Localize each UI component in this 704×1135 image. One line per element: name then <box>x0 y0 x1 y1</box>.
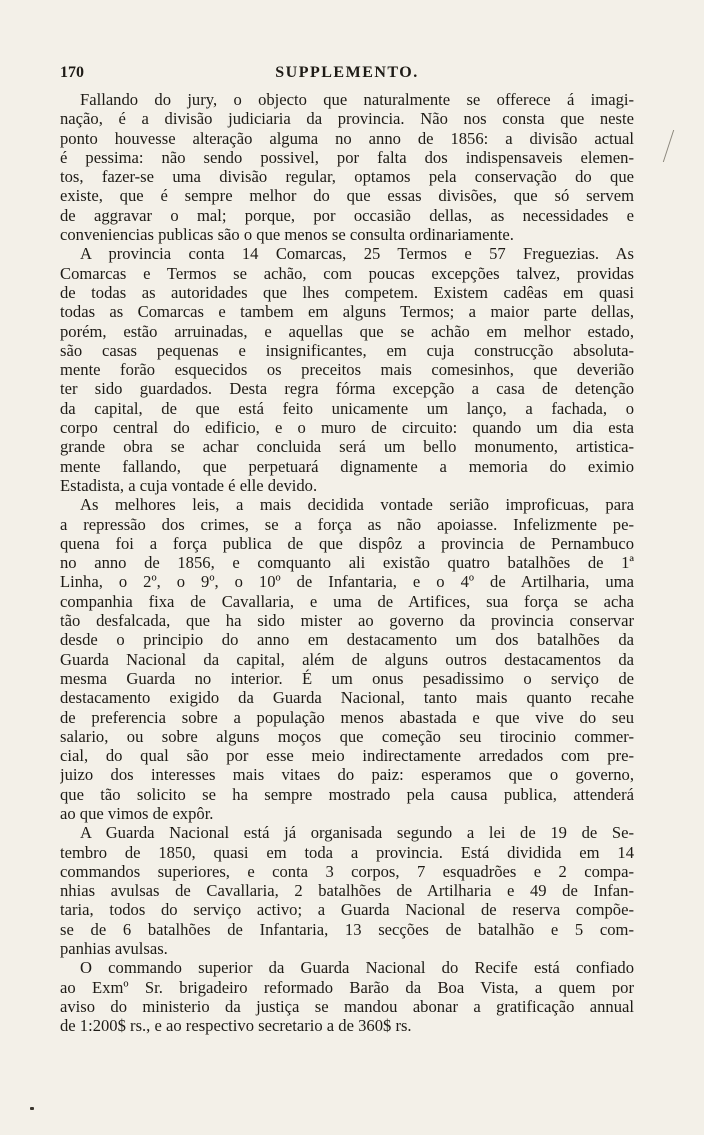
text-line: existe, que é sempre melhor do que essas divisões, que só servem <box>60 186 634 206</box>
text-line: é pessima: não sendo possivel, por falta dos indispensaveis elemen- <box>60 147 634 167</box>
text-line: porém, estão arruinadas, e aquellas que se achão em melhor estado, <box>60 321 634 341</box>
running-head: SUPPLEMENTO. <box>275 64 419 81</box>
text-line: da capital, de que está feito unicamente um lanço, a fachada, o <box>60 398 634 418</box>
text-line: grande obra se achar concluida será um bello monumento, artistica- <box>60 437 634 457</box>
margin-pencil-mark <box>663 130 684 162</box>
text-line: nhias avulsas de Cavallaria, 2 batalhões de Artilharia e 49 de Infan- <box>60 881 634 901</box>
text-line: no anno de 1856, e comquanto ali existão quatro batalhões de 1ª <box>60 553 634 573</box>
text-line: ter sido guardados. Desta regra fórma excepção a casa de detenção <box>60 379 634 399</box>
text-line: cial, do qual são por esse meio indirectamente arredados com pre- <box>60 746 634 766</box>
paragraph <box>60 244 634 495</box>
text-line: a repressão dos crimes, se a força as não apoiasse. Infelizmente pe- <box>60 514 634 534</box>
text-line: tos, fazer-se uma divisão regular, optamos pela conservação do que <box>60 167 634 187</box>
text-line: de todas as autoridades que lhes competem. Existem cadêas em quasi <box>60 282 634 302</box>
text-line: mente forão esquecidos os preceitos mais comesinhos, que deverião <box>60 360 634 380</box>
paragraph <box>60 90 634 244</box>
text-line: todas as Comarcas e tambem em alguns Termos; a maior parte dellas, <box>60 302 634 322</box>
text-line: juizo dos interesses mais vitaes do paiz: esperamos que o governo, <box>60 765 634 785</box>
text-line: tão desfalcada, que ha sido mister ao governo da provincia conservar <box>60 611 634 631</box>
paragraph <box>60 958 634 1035</box>
text-line: corpo central do edificio, e o muro de circuito: quando um dia esta <box>60 418 634 438</box>
text-line: Guarda Nacional da capital, além de alguns outros destacamentos da <box>60 649 634 669</box>
text-line: O commando superior da Guarda Nacional do Recife está confiado <box>80 958 634 978</box>
page-body <box>60 64 634 1036</box>
paragraph <box>60 823 634 958</box>
text-line: panhias avulsas. <box>60 939 168 959</box>
text-line: A provincia conta 14 Comarcas, 25 Termos e 57 Freguezias. As <box>80 244 634 264</box>
text-line: mesma Guarda no interior. É um onus pesadissimo o serviço de <box>60 668 634 688</box>
page-header <box>60 64 634 88</box>
text-line: que tão solicito se ha sempre mostrado pela causa publica, attenderá <box>60 784 634 804</box>
text-line: Estadista, a cuja vontade é elle devido. <box>60 475 318 495</box>
text-line: As melhores leis, a mais decidida vontade serião improficuas, para <box>80 495 634 515</box>
text-line: salario, ou sobre alguns moços que começão seu tirocinio commer- <box>60 726 634 746</box>
text-line: ao que vimos de expôr. <box>60 803 214 823</box>
text-line: ao Exmº Sr. brigadeiro reformado Barão da Boa Vista, a quem por <box>60 977 634 997</box>
text-line: se de 6 batalhões de Infantaria, 13 secções de batalhão e 5 com- <box>60 919 634 939</box>
text-line: taria, todos do serviço activo; a Guarda Nacional de reserva compõe- <box>60 900 634 920</box>
text-line: nação, é a divisão judiciaria da provincia. Não nos consta que neste <box>60 109 634 129</box>
text-line: companhia fixa de Cavallaria, e uma de Artifices, sua força se acha <box>60 591 634 611</box>
text-line: tembro de 1850, quasi em toda a provincia. Está dividida em 14 <box>60 842 634 862</box>
text-line: commandos superiores, e conta 3 corpos, 7 esquadrões e 2 compa- <box>60 861 634 881</box>
text-line: conveniencias publicas são o que menos se consulta ordinariamente. <box>60 225 514 245</box>
text-line: de preferencia sobre a população menos abastada e que vive do seu <box>60 707 634 727</box>
page-number: 170 <box>60 64 84 81</box>
text-line: de 1:200$ rs., e ao respectivo secretario a de 360$ rs. <box>60 1016 412 1036</box>
text-line: de aggravar o mal; porque, por occasião dellas, as necessidades e <box>60 205 634 225</box>
text-line: mente fallando, que perpetuará dignamente a memoria do eximio <box>60 456 634 476</box>
margin-dot <box>30 1107 34 1110</box>
text-line: A Guarda Nacional está já organisada segundo a lei de 19 de Se- <box>80 823 634 843</box>
text-line: Linha, o 2º, o 9º, o 10º de Infantaria, e o 4º de Artilharia, uma <box>60 572 634 592</box>
text-body <box>60 90 634 1036</box>
text-line: Comarcas e Termos se achão, com poucas excepções talvez, providas <box>60 263 634 283</box>
text-line: destacamento exigido da Guarda Nacional, tanto mais quanto recahe <box>60 688 634 708</box>
text-line: Fallando do jury, o objecto que naturalmente se offerece á imagi- <box>80 90 634 109</box>
text-line: aviso do ministerio da justiça se mandou abonar a gratificação annual <box>60 996 634 1016</box>
text-line: são casas pequenas e insignificantes, em cuja construcção absoluta- <box>60 340 634 360</box>
text-line: quena foi a força publica de que dispôz a provincia de Pernambuco <box>60 533 634 553</box>
text-line: desde o principio do anno em destacamento um dos batalhões da <box>60 630 634 650</box>
paragraph <box>60 495 634 823</box>
text-line: ponto houvesse alteração alguma no anno de 1856: a divisão actual <box>60 128 634 148</box>
